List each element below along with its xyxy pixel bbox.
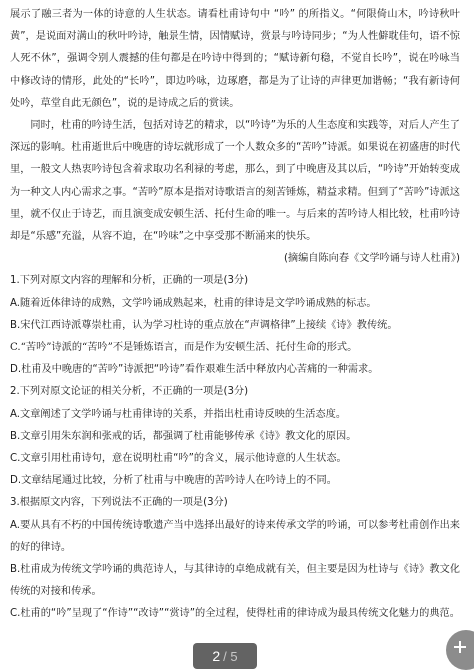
- page-indicator[interactable]: [193, 643, 257, 669]
- question-2-option-b: B.文章引用朱东润和张戒的话，都强调了杜甫能够传承《诗》教文化的原因。: [10, 430, 357, 442]
- question-3-option-c: C.杜甫的“吟”呈现了“作诗”“改诗”“赏诗”的全过程，使得杜甫的律诗成为最具传统文化魅力的典范。: [10, 608, 460, 620]
- question-2-stem: 2.下列对原文论证的相关分析，不正确的一项是(3分): [10, 386, 249, 398]
- question-1-option-a: A.随着近体律诗的成熟，文学吟诵成熟起来，杜甫的律诗是文学吟诵成熟的标志。: [10, 297, 377, 309]
- question-1-stem: 1.下列对原文内容的理解和分析，正确的一项是(3分): [10, 275, 249, 287]
- question-3-option-b: B.杜甫成为传统文学吟诵的典范诗人，与其律诗的卓绝成就有关，但主要是因为杜诗与《诗》教文化传统的对接和传承。: [10, 564, 460, 598]
- source-citation: (摘编自陈向春《文学吟诵与诗人杜甫》): [283, 253, 460, 265]
- question-1-option-b: B.宋代江西诗派尊崇杜甫，认为学习杜诗的重点放在“声调格律”上接续《诗》教传统。: [10, 319, 398, 331]
- question-3-stem: 3.根据原文内容，下列说法不正确的一项是(3分): [10, 497, 228, 509]
- question-3-option-a: A.要从具有不朽的中国传统诗歌遗产当中选择出最好的诗来传承文学的吟诵，可以参考杜甫创作出来的好的律诗。: [10, 519, 460, 553]
- question-1-option-d: D.杜甫及中晚唐的“苦吟”诗派把“吟诗”看作艰难生活中释放内心苦痛的一种需求。: [10, 364, 379, 376]
- question-1-option-c: C.“苦吟”诗派的“苦吟”不是锤炼语言，而是作为安顿生活、托付生命的形式。: [10, 342, 358, 354]
- passage-paragraph-1: 展示了融三者为一体的诗意的人生状态。请看杜甫诗句中 “吟” 的所指义。“何限倚山木，吟诗秋叶黄”，是说面对满山的秋叶吟诗，触景生情，因情赋诗，赏景与吟诗同步；“为人性僻耽佳句，语不惊人死不休”，强调令别人震撼的佳句都是在吟诗中得到的；“赋诗新句稳，不觉自长吟”，说在吟咏当中修改诗的情形，此处的“长吟”，即边吟咏，边琢磨，都是为了让诗的声律更加谐畅；“我有新诗何处吟，草堂自此无颜色”，说的是诗成之后的赏读。: [10, 9, 460, 109]
- question-2-option-c: C.文章引用杜甫诗句，意在说明杜甫“吟”的含义，展示他诗意的人生状态。: [10, 453, 347, 465]
- passage-paragraph-2: 同时，杜甫的吟诗生活，包括对诗艺的精求，以“吟诗”为乐的人生态度和实践等，对后人产生了深远的影响。杜甫逝世后中晚唐的诗坛就形成了一个人数众多的“苦吟”诗派。如果说在初盛唐的时代里，一般文人热衷吟诗包含着求取功名利禄的考虑，那么，到了中晚唐及其以后，“吟诗”开始转变成为一种文人内心需求之事。“苦吟”原本是指对诗歌语言的刻苦锤炼，精益求精。但到了“苦吟”诗派这里，就不仅止于诗艺，而且演变成安顿生活、托付生命的唯一。与后来的苦吟诗人相比较，杜甫吟诗却是“乐感”充溢，从容不迫，在“吟味”之中享受那不断涌来的快乐。: [10, 120, 460, 243]
- total-pages: / 5: [223, 648, 238, 664]
- question-2-option-a: A.文章阐述了文学吟诵与杜甫律诗的关系，并指出杜甫诗反映的生活态度。: [10, 408, 347, 420]
- plus-icon: [453, 640, 467, 654]
- question-2-option-d: D.文章结尾通过比较，分析了杜甫与中晚唐的苦吟诗人在吟诗上的不同。: [10, 475, 337, 487]
- current-page-number: 2: [212, 648, 221, 664]
